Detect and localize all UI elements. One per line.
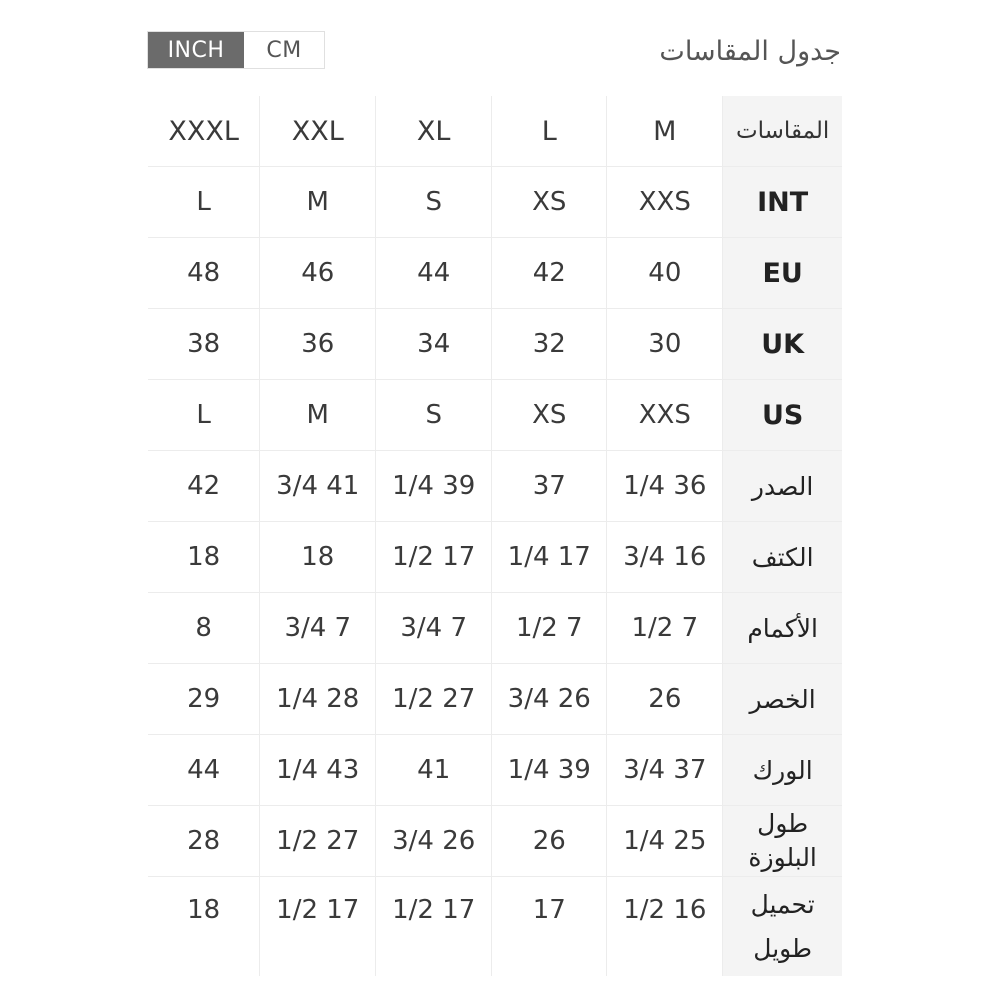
table-cell: XXS [607,167,723,238]
table-cell: 1/4 43 [260,735,376,806]
table-cell: 18 [148,522,260,593]
table-cell: 1/4 25 [607,806,723,877]
table-cell: 1/2 16 [607,877,723,977]
row-label: الصدر [723,451,842,522]
size-table-scroll-area[interactable] [148,96,842,976]
table-cell: 3/4 26 [376,806,492,877]
table-cell: 36 [260,309,376,380]
table-row [148,451,842,522]
column-header-m: M [607,96,723,167]
table-cell: 40 [607,238,723,309]
row-label: INT [723,167,842,238]
table-cell: S [376,380,492,451]
table-cell: XS [492,167,607,238]
table-cell: 3/4 7 [376,593,492,664]
column-header-xl: XL [376,96,492,167]
table-cell: 44 [148,735,260,806]
table-cell: 3/4 37 [607,735,723,806]
table-row [148,877,842,977]
row-label: EU [723,238,842,309]
table-cell: 1/2 17 [376,522,492,593]
table-cell: 26 [492,806,607,877]
size-table [148,96,842,976]
table-cell: 42 [492,238,607,309]
table-row [148,806,842,877]
table-cell: 38 [148,309,260,380]
table-cell: 34 [376,309,492,380]
table-cell: 30 [607,309,723,380]
unit-toggle [147,31,325,69]
table-cell: 1/4 36 [607,451,723,522]
row-label: الورك [723,735,842,806]
table-cell: 1/2 27 [260,806,376,877]
table-cell: 1/2 27 [376,664,492,735]
table-row [148,664,842,735]
table-cell: L [148,380,260,451]
row-label: طول البلوزة [723,806,842,877]
table-cell: L [148,167,260,238]
table-cell: 3/4 26 [492,664,607,735]
table-row [148,593,842,664]
table-header-row [148,96,842,167]
table-row [148,735,842,806]
column-header-xxl: XXL [260,96,376,167]
table-cell: XS [492,380,607,451]
table-cell: 1/4 39 [492,735,607,806]
table-cell: 1/4 39 [376,451,492,522]
table-row [148,380,842,451]
table-cell: 18 [260,522,376,593]
row-label: الخصر [723,664,842,735]
table-cell: M [260,380,376,451]
table-cell: 1/2 17 [376,877,492,977]
table-cell: 28 [148,806,260,877]
table-cell: 18 [148,877,260,977]
table-row [148,238,842,309]
table-cell: 1/2 7 [492,593,607,664]
table-cell: XXS [607,380,723,451]
column-header-l: L [492,96,607,167]
table-row [148,167,842,238]
inch-unit-button[interactable]: INCH [148,32,244,68]
table-cell: 1/4 28 [260,664,376,735]
table-cell: 3/4 16 [607,522,723,593]
row-label: الأكمام [723,593,842,664]
table-cell: 3/4 7 [260,593,376,664]
row-label: UK [723,309,842,380]
table-cell: 46 [260,238,376,309]
page-title: جدول المقاسات [659,36,841,67]
row-label: تحميل طويل [723,877,842,977]
table-cell: 44 [376,238,492,309]
row-label: US [723,380,842,451]
table-cell: 29 [148,664,260,735]
table-cell: 1/2 17 [260,877,376,977]
table-cell: 1/2 7 [607,593,723,664]
table-row [148,522,842,593]
table-row [148,309,842,380]
header-label-sizes: المقاسات [723,96,842,167]
table-cell: 41 [376,735,492,806]
table-cell: 17 [492,877,607,977]
table-cell: 42 [148,451,260,522]
table-cell: 8 [148,593,260,664]
table-cell: 48 [148,238,260,309]
column-header-xxxl: XXXL [148,96,260,167]
table-cell: 26 [607,664,723,735]
table-cell: 37 [492,451,607,522]
cm-unit-button[interactable]: CM [244,32,324,68]
table-cell: 32 [492,309,607,380]
table-cell: S [376,167,492,238]
table-cell: 1/4 17 [492,522,607,593]
table-cell: M [260,167,376,238]
table-cell: 3/4 41 [260,451,376,522]
row-label: الكتف [723,522,842,593]
